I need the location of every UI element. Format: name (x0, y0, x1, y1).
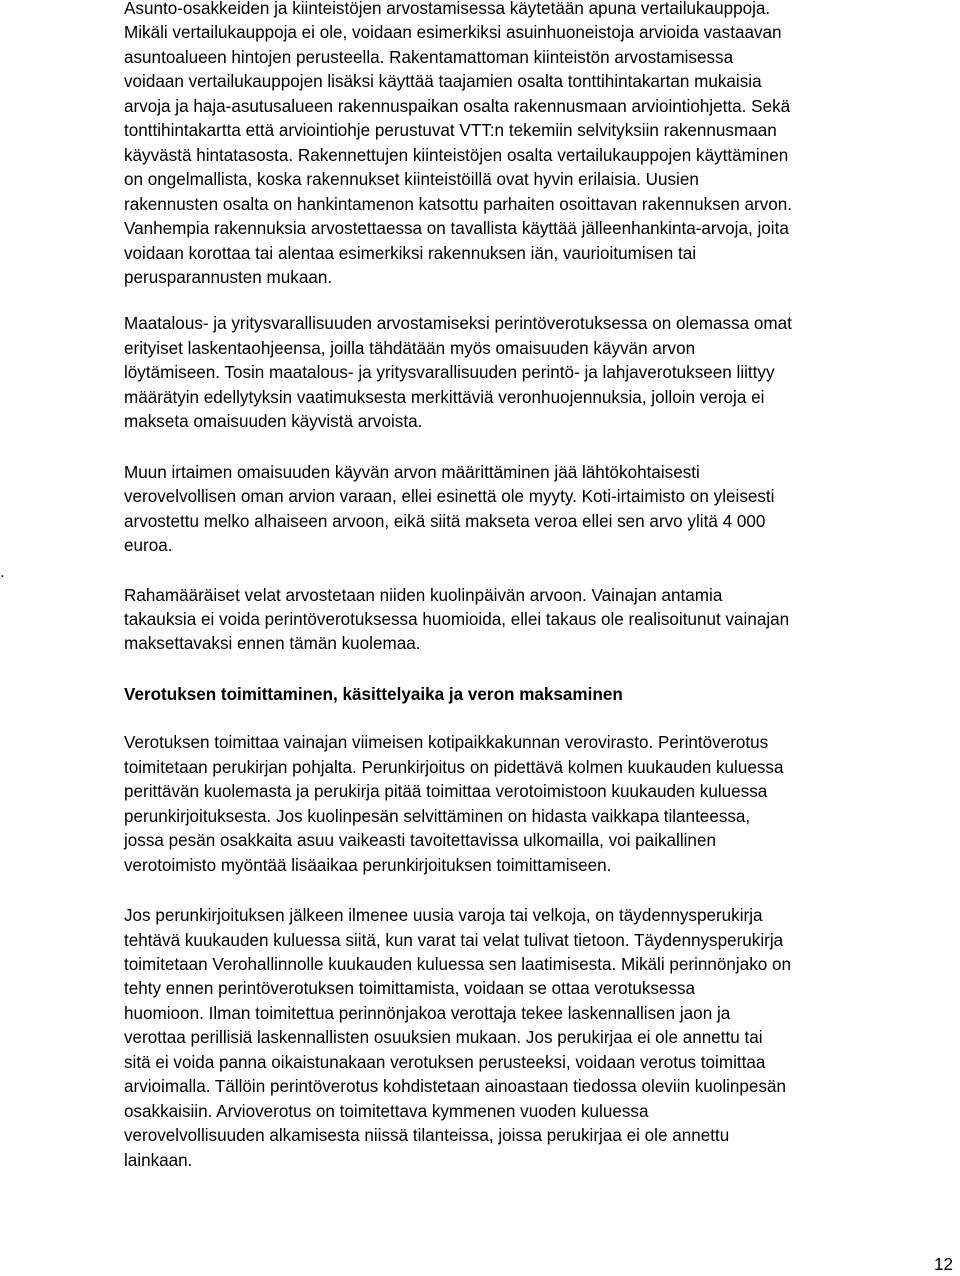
text-line: tonttihintakartta että arviointiohje perustuvat VTT:n tekemiin selvityksiin rakennusmaan (124, 121, 777, 141)
text-line: perusparannusten mukaan. (124, 267, 333, 287)
text-line: verotoimisto myöntää lisäaikaa perunkirjoituksen toimittamiseen. (124, 855, 612, 875)
text-line: Muun irtaimen omaisuuden käyvän arvon määrittäminen jää lähtökohtaisesti (124, 462, 700, 482)
text-line: huomioon. Ilman toimitettua perinnönjakoa verottaja tekee laskennallisen jaon ja (124, 1003, 731, 1023)
text-line: Verotuksen toimittaa vainajan viimeisen kotipaikkakunnan verovirasto. Perintöverotus (124, 733, 769, 753)
section-heading: Verotuksen toimittaminen, käsittelyaika ja veron maksaminen (124, 684, 623, 704)
text-line: rakennusten osalta on hankintamenon katsottu parhaiten osoittavan rakennuksen arvon. (124, 194, 793, 214)
text-line: Vanhempia rakennuksia arvostettaessa on tavallista käyttää jälleenhankinta-arvoja, joita (124, 219, 789, 239)
paragraph-gap (124, 878, 960, 904)
paragraph-gap (124, 657, 960, 683)
text-line: tehty ennen perintöverotuksen toimittamista, voidaan se ottaa verotuksessa (124, 979, 696, 999)
text-line: sitä ei voida panna oikaistunakaan verotuksen perusteeksi, voidaan verotus toimittaa (124, 1052, 766, 1072)
text-line: Jos perunkirjoituksen jälkeen ilmenee uusia varoja tai velkoja, on täydennysperukirja (124, 906, 763, 926)
text-line: perunkirjoituksesta. Jos kuolinpesän selvittäminen on hidasta vaikkapa tilanteessa, (124, 806, 751, 826)
text-line: Maatalous- ja yritysvarallisuuden arvostamiseksi perintöverotuksessa on olemassa omat (124, 314, 792, 334)
paragraph-monetary-debts (124, 584, 960, 657)
text-line: tehtävä kuukauden kuluessa siitä, kun varat tai velat tulivat tietoon. Täydennysperukirja (124, 930, 784, 950)
text-line: verottaa perillisiä laskennallisten osuuksien mukaan. Jos perukirjaa ei ole annettu tai (124, 1028, 763, 1048)
text-line: määrätyin edellytyksin vaatimuksesta merkittäviä veronhuojennuksia, jolloin veroja ei (124, 387, 765, 407)
text-line: arvioimalla. Tällöin perintöverotus kohdistetaan ainoastaan tiedossa oleviin kuolinpesän (124, 1077, 786, 1097)
text-line: asuntoalueen hintojen perusteella. Rakentamattoman kiinteistön arvostamisessa (124, 47, 734, 67)
paragraph-gap (124, 290, 960, 312)
text-line: osakkaisiin. Arvioverotus on toimitettava kymmenen vuoden kuluessa (124, 1101, 649, 1121)
text-line: käyvästä hintatasosta. Rakennettujen kiinteistöjen osalta vertailukauppojen käyttäminen (124, 145, 789, 165)
paragraph-agricultural-business-assets (124, 312, 960, 434)
text-line: maksettavaksi ennen tämän kuolemaa. (124, 634, 421, 654)
text-line: makseta omaisuuden käyvistä arvoista. (124, 412, 423, 432)
text-line: voidaan korottaa tai alentaa esimerkiksi rakennuksen iän, vaurioitumisen tai (124, 243, 696, 263)
paragraph-supplementary-inventory (124, 904, 960, 1173)
text-line: toimitetaan perukirjan pohjalta. Perunkirjoitus on pidettävä kolmen kuukauden kuluessa (124, 757, 784, 777)
text-line: Asunto-osakkeiden ja kiinteistöjen arvostamisessa käytetään apuna vertailukauppoja. (124, 0, 771, 18)
paragraph-gap (124, 707, 960, 731)
paragraph-tax-assessment (124, 731, 960, 878)
text-line: erityiset laskentaohjeensa, joilla tähdätään myös omaisuuden käyvän arvon (124, 338, 696, 358)
text-line: takauksia ei voida perintöverotuksessa huomioida, ellei takaus ole realisoitunut vainajan (124, 609, 790, 629)
text-line: voidaan vertailukauppojen lisäksi käyttää taajamien osalta tonttihintakartan mukaisia (124, 72, 762, 92)
text-line: perittävän kuolemasta ja perukirja pitää toimittaa verotoimistoon kuukauden kuluessa (124, 782, 768, 802)
text-line: verovelvollisen oman arvion varaan, ellei esinettä ole myyty. Koti-irtaimisto on yleisesti (124, 487, 775, 507)
paragraph-gap (124, 559, 960, 584)
paragraph-gap (124, 435, 960, 461)
text-line: Rahamääräiset velat arvostetaan niiden kuolinpäivän arvoon. Vainajan antamia (124, 585, 723, 605)
page-number: 12 (933, 1255, 953, 1274)
text-line: on ongelmallista, koska rakennukset kiinteistöillä ovat hyvin erilaisia. Uusien (124, 170, 699, 190)
margin-mark: . (0, 562, 5, 581)
text-line: jossa pesän osakkaita asuu vaikeasti tavoitettavissa ulkomailla, voi paikallinen (124, 831, 716, 851)
text-line: arvostettu melko alhaiseen arvoon, eikä siitä makseta veroa ellei sen arvo ylitä 4 000 (124, 511, 766, 531)
text-line: verovelvollisuuden alkamisesta niissä tilanteissa, joissa perukirjaa ei ole annettu (124, 1126, 730, 1146)
text-line: euroa. (124, 536, 173, 556)
text-line: arvoja ja haja-asutusalueen rakennuspaikan osalta rakennusmaan arviointiohjetta. Sekä (124, 96, 791, 116)
text-line: Mikäli vertailukauppoja ei ole, voidaan esimerkiksi asuinhuoneistoja arvioida vastaavan (124, 23, 782, 43)
paragraph-asset-valuation (124, 0, 960, 290)
text-line: löytämiseen. Tosin maatalous- ja yritysvarallisuuden perintö- ja lahjaverotukseen liittyy (124, 363, 775, 383)
text-line: lainkaan. (124, 1150, 193, 1170)
paragraph-movable-property (124, 461, 960, 559)
document-page (124, 0, 960, 1173)
text-line: toimitetaan Verohallinnolle kuukauden kuluessa sen laatimisesta. Mikäli perinnönjako on (124, 954, 792, 974)
